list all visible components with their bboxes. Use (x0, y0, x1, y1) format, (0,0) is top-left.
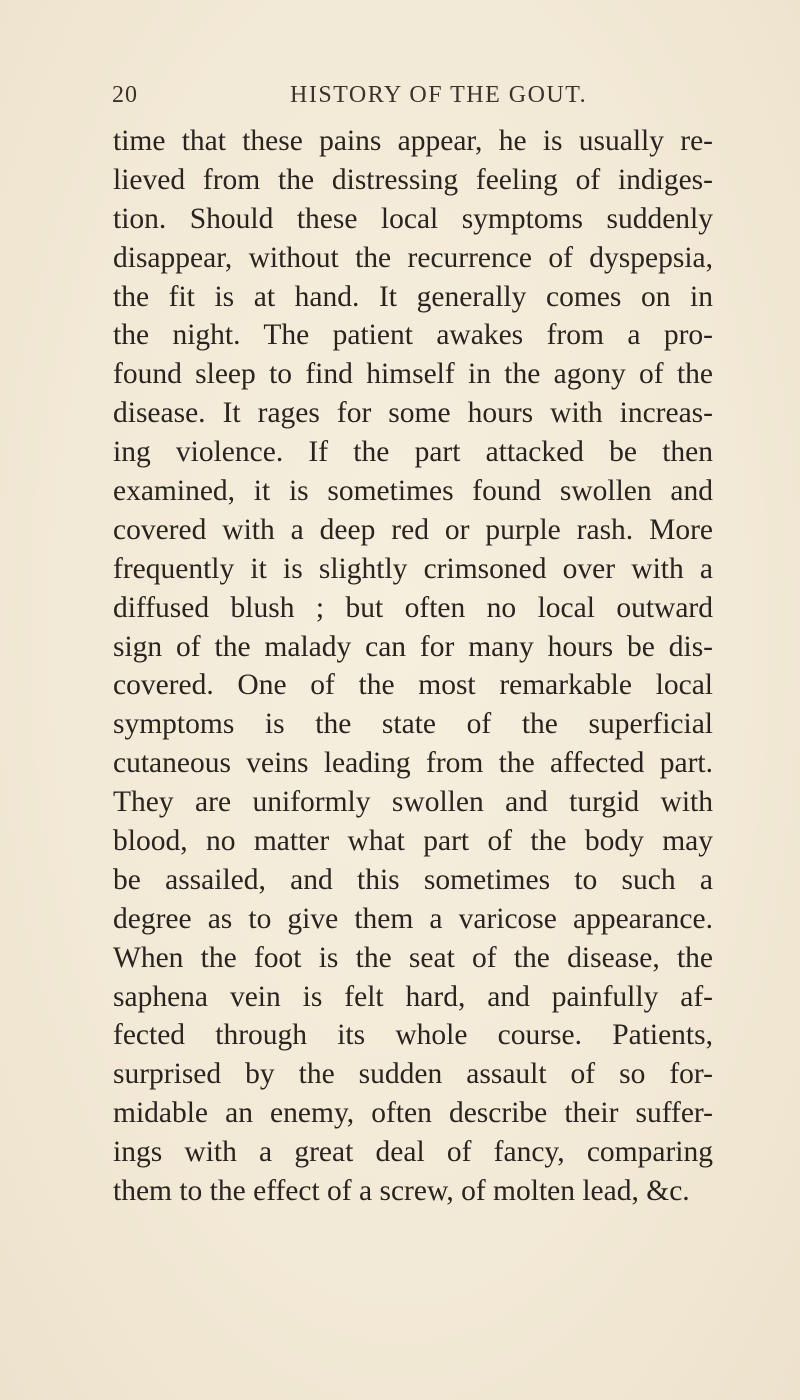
text-line: examined, it is sometimes found swollen and (113, 475, 713, 508)
text-line: sign of the malady can for many hours be dis- (113, 630, 713, 663)
body-paragraph (113, 122, 713, 1211)
text-line: disease. It rages for some hours with increas- (113, 397, 713, 430)
text-line: symptoms is the state of the superficial (113, 708, 713, 741)
text-line: cutaneous veins leading from the affected part. (113, 747, 713, 780)
page-header (112, 82, 712, 116)
text-line: saphena vein is felt hard, and painfully af- (113, 980, 713, 1013)
text-line: the fit is at hand. It generally comes on in (113, 280, 713, 313)
text-line: ings with a great deal of fancy, comparing (113, 1136, 713, 1169)
text-line: the night. The patient awakes from a pro- (113, 319, 713, 352)
text-line: degree as to give them a varicose appearance. (113, 902, 713, 935)
text-line: blood, no matter what part of the body may (113, 825, 713, 858)
text-line: time that these pains appear, he is usually re- (113, 125, 713, 157)
text-line: disappear, without the recurrence of dyspepsia, (113, 241, 713, 274)
text-line: them to the effect of a screw, of molten lead, &c. (113, 1175, 690, 1208)
running-head: HISTORY OF THE GOUT. (290, 82, 588, 108)
text-line: be assailed, and this sometimes to such a (113, 863, 713, 896)
page-number: 20 (112, 82, 138, 108)
text-line: surprised by the sudden assault of so for- (113, 1058, 713, 1091)
text-line: lieved from the distressing feeling of indiges- (113, 163, 713, 196)
text-line: covered with a deep red or purple rash. More (113, 513, 713, 546)
text-line: tion. Should these local symptoms suddenly (113, 202, 713, 235)
text-line: ing violence. If the part attacked be then (113, 436, 713, 469)
text-line: frequently it is slightly crimsoned over with a (113, 552, 713, 585)
text-line: fected through its whole course. Patients, (113, 1019, 713, 1052)
text-line: midable an enemy, often describe their suffer- (113, 1097, 713, 1130)
text-line: diffused blush ; but often no local outward (113, 591, 713, 624)
text-line: When the foot is the seat of the disease, the (113, 941, 713, 974)
text-line: They are uniformly swollen and turgid with (113, 786, 713, 819)
text-line: found sleep to find himself in the agony of the (113, 358, 713, 391)
text-line: covered. One of the most remarkable local (113, 669, 713, 702)
